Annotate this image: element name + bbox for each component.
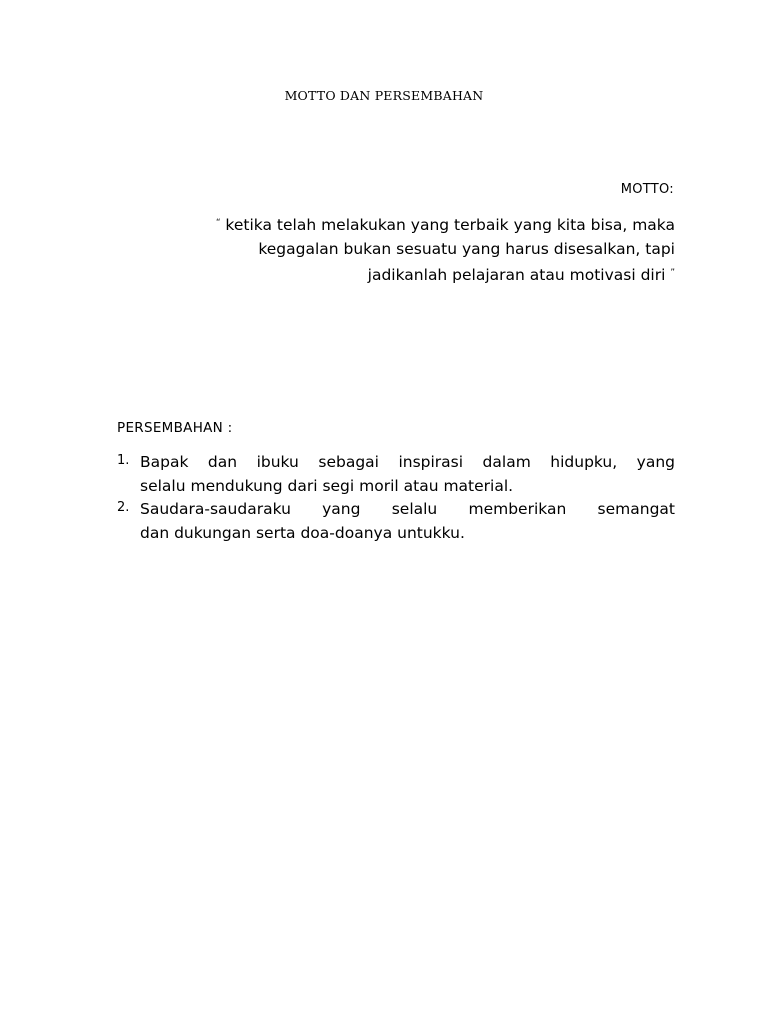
list-item [117, 451, 675, 498]
motto-line [120, 261, 675, 287]
motto-line-text: ketika telah melakukan yang terbaik yang kita bisa, maka [225, 216, 675, 234]
persembahan-heading: PERSEMBAHAN : [117, 420, 233, 436]
list-item-line: Bapak dan ibuku sebagai inspirasi dalam hidupku, yang [140, 453, 675, 471]
motto-line-text: kegagalan bukan sesuatu yang harus disesalkan, tapi [258, 240, 675, 258]
list-item-line: Saudara-saudaraku yang selalu memberikan semangat [140, 500, 675, 518]
persembahan-list [117, 451, 675, 545]
list-item-line: selalu mendukung dari segi moril atau material. [140, 476, 514, 495]
list-number: 1. [117, 453, 130, 468]
open-quote-mark: “ [215, 218, 221, 228]
motto-line [120, 237, 675, 261]
list-item [117, 498, 675, 545]
page-title: MOTTO DAN PERSEMBAHAN [284, 88, 484, 103]
motto-line [120, 211, 675, 237]
list-item-line: dan dukungan serta doa-doanya untukku. [140, 523, 465, 542]
motto-quote [120, 211, 675, 287]
motto-heading: MOTTO: [620, 182, 674, 197]
list-number: 2. [117, 500, 130, 515]
motto-line-text: jadikanlah pelajaran atau motivasi diri [367, 266, 666, 284]
close-quote-mark: ” [670, 268, 675, 278]
